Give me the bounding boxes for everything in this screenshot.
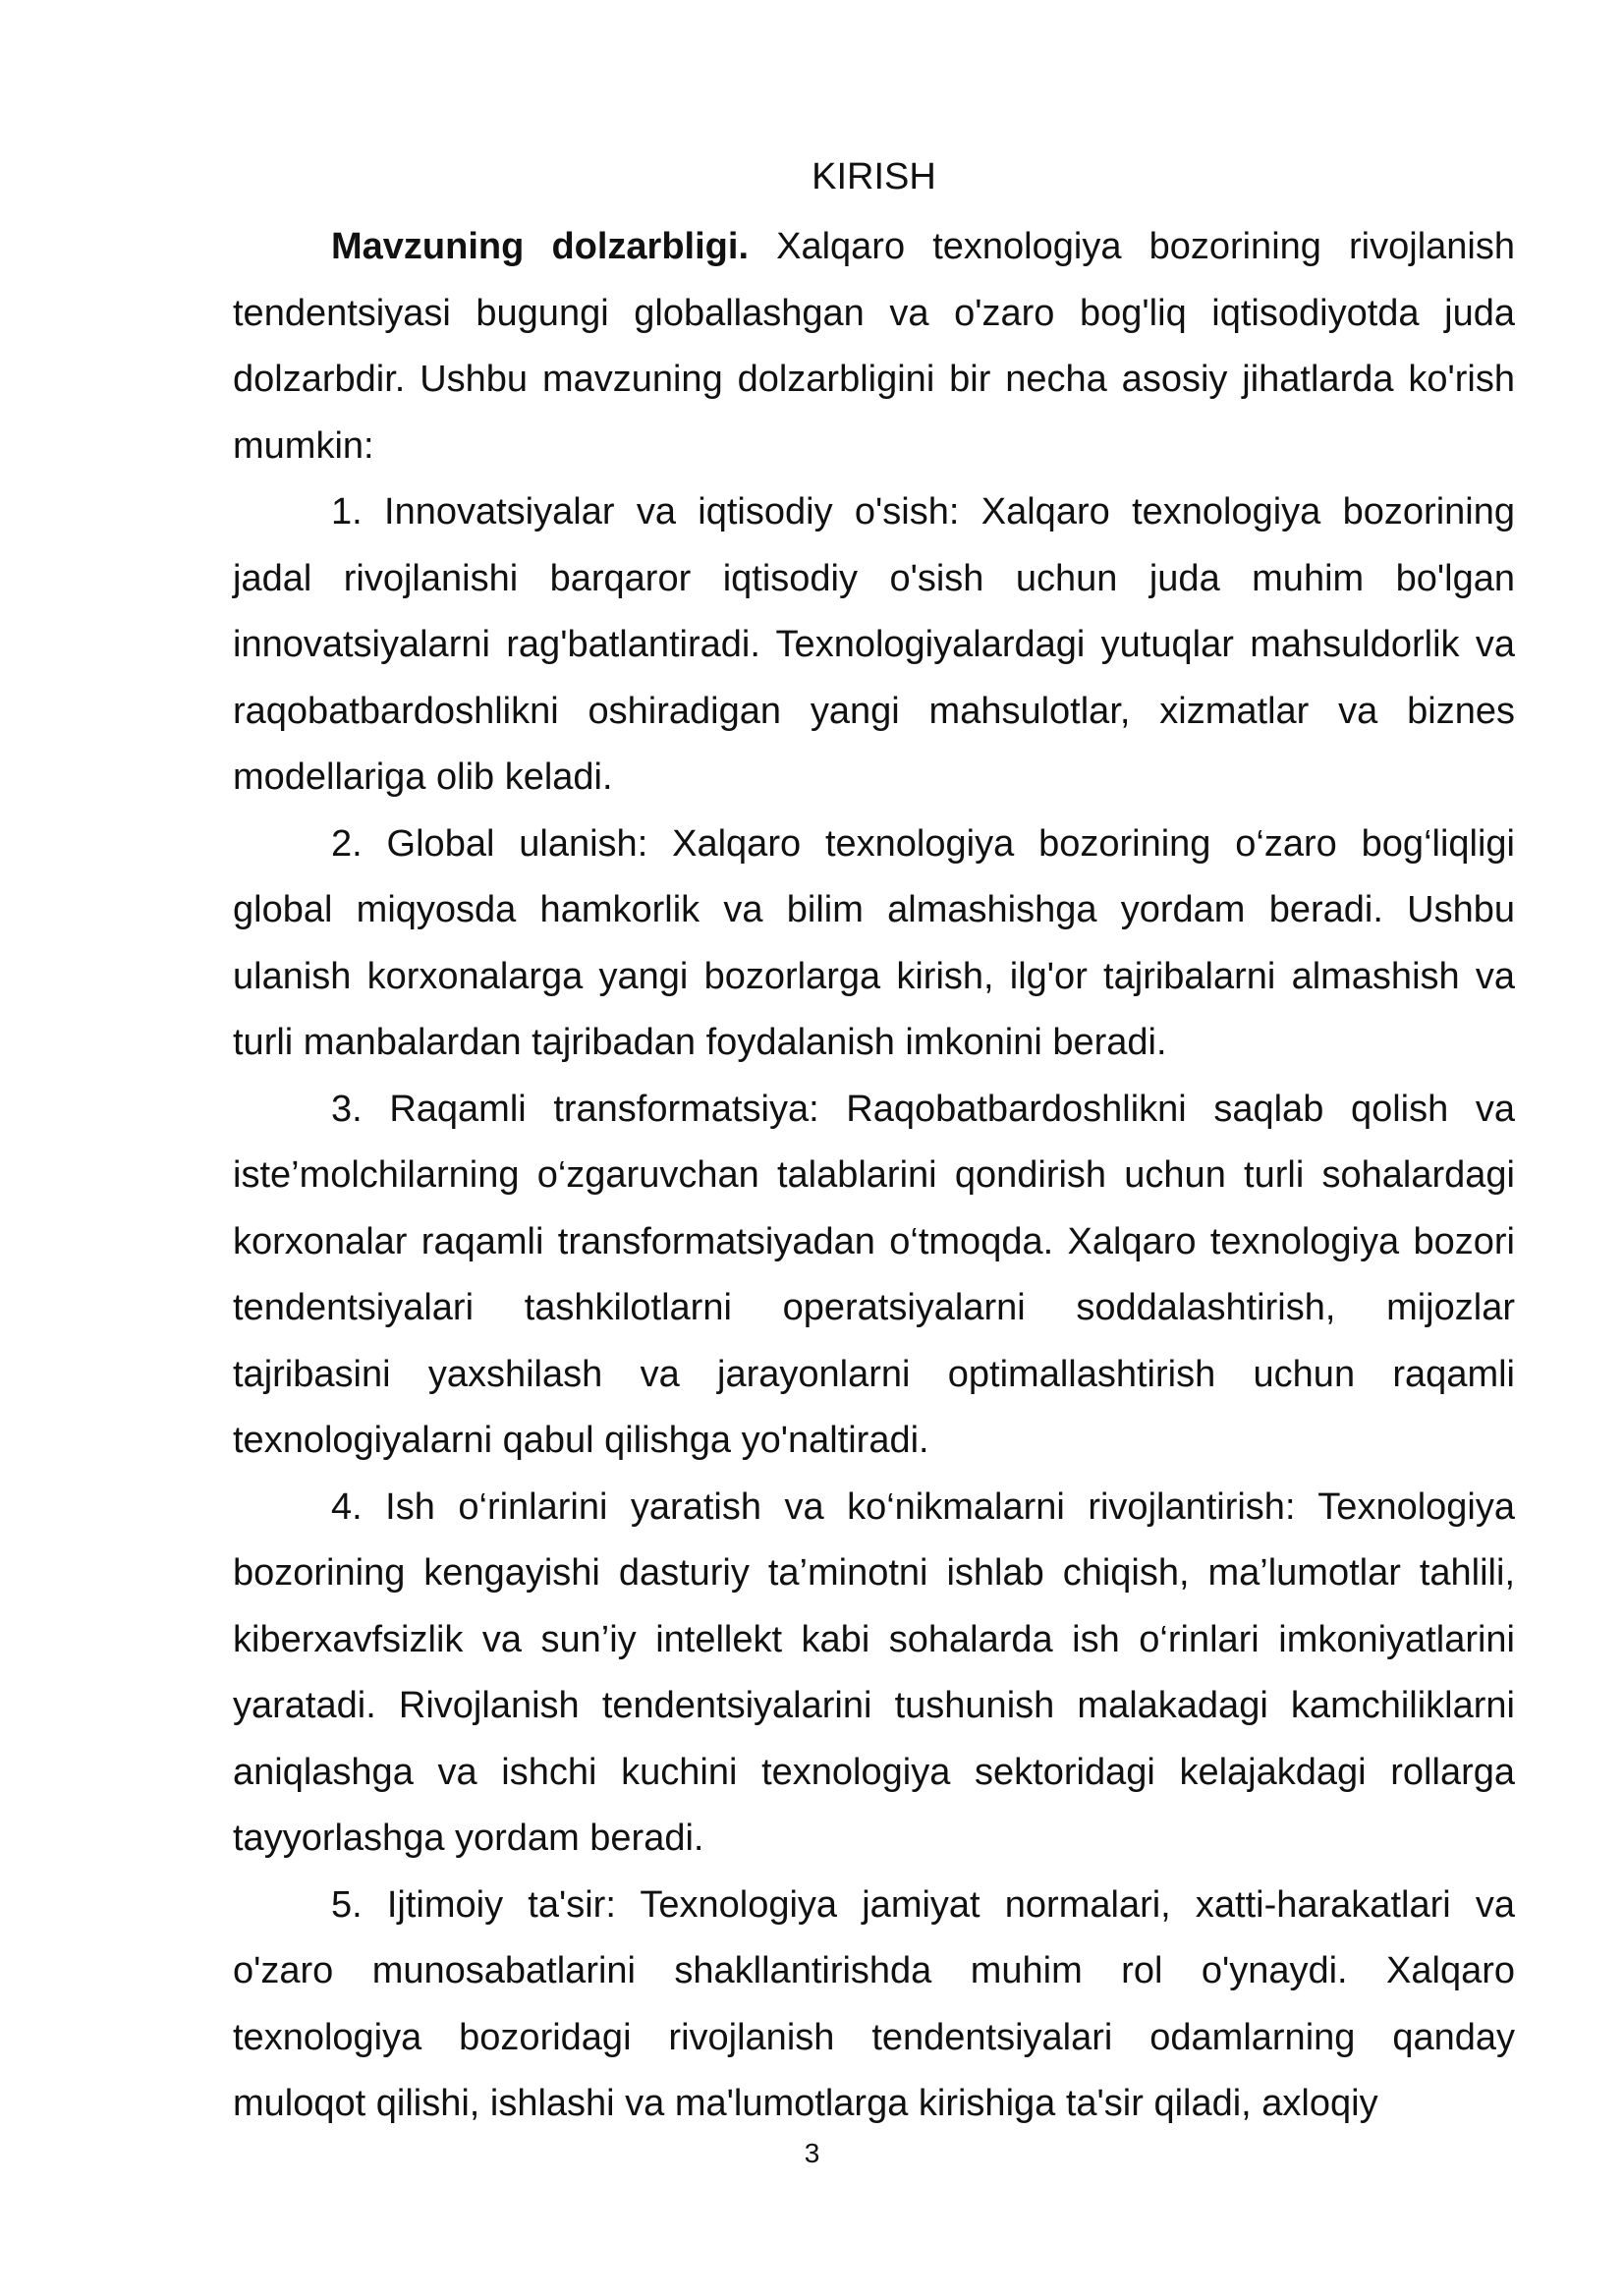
intro-lead: Mavzuning dolzarbligi. [331,226,749,267]
page-number: 3 [804,2138,820,2168]
page-body [233,147,1515,2138]
list-item-2: 2. Global ulanish: Xalqaro texnologiya bozorining o‘zaro bog‘liqligi global miqyosda hamkorlik va bilim almashishga yordam beradi. Ushbu ulanish korxonalarga yangi bozorlarga kirish, ilg'or tajribalarni almashish va turli manbalardan tajribadan foydalanish imkonini beradi. [233,822,1515,1063]
list-item-1: 1. Innovatsiyalar va iqtisodiy o'sish: Xalqaro texnologiya bozorining jadal rivojlanishi barqaror iqtisodiy o'sish uchun juda muhim bo'lgan innovatsiyalarni rag'batlantiradi. Texnologiyalardagi yutuqlar mahsuldorlik va raqobatbardoshlikni oshiradigan yangi mahsulotlar, xizmatlar va biznes modellariga olib keladi. [233,491,1515,798]
list-item-3: 3. Raqamli transformatsiya: Raqobatbardoshlikni saqlab qolish va iste’molchilarning o‘zgaruvchan talablarini qondirish uchun turli sohalardagi korxonalar raqamli transformatsiyadan o‘tmoqda. Xalqaro texnologiya bozori tendentsiyalari tashkilotlarni operatsiyalarni soddalashtirish, mijozlar tajribasini yaxshilash va jarayonlarni optimallashtirish uchun raqamli texnologiyalarni qabul qilishga yo'naltiradi. [233,1088,1515,1461]
list-item-4: 4. Ish o‘rinlarini yaratish va ko‘nikmalarni rivojlantirish: Texnologiya bozorining kengayishi dasturiy ta’minotni ishlab chiqish, ma’lumotlar tahlili, kiberxavfsizlik va sun’iy intellekt kabi sohalarda ish o‘rinlari imkoniyatlarini yaratadi. Rivojlanish tendentsiyalarini tushunish malakadagi kamchiliklarni aniqlashga va ishchi kuchini texnologiya sektoridagi kelajakdagi rollarga tayyorlashga yordam beradi. [233,1485,1515,1859]
intro-paragraph [233,214,1515,479]
intro-text: Xalqaro texnologiya bozorining rivojlanish tendentsiyasi bugungi globallashgan va o'zaro bog'liq iqtisodiyotda juda dolzarbdir. Ushbu mavzuning dolzarbligini bir necha asosiy jihatlarda ko'rish mumkin: [233,226,1515,467]
list-item-5: 5. Ijtimoiy ta'sir: Texnologiya jamiyat normalari, xatti-harakatlari va o'zaro munosabatlarini shakllantirishda muhim rol o'ynaydi. Xalqaro texnologiya bozoridagi rivojlanish tendentsiyalari odamlarning qanday muloqot qilishi, ishlashi va ma'lumotlarga kirishiga ta'sir qiladi, axloqiy [233,1883,1515,2124]
section-heading: KIRISH [812,156,936,197]
